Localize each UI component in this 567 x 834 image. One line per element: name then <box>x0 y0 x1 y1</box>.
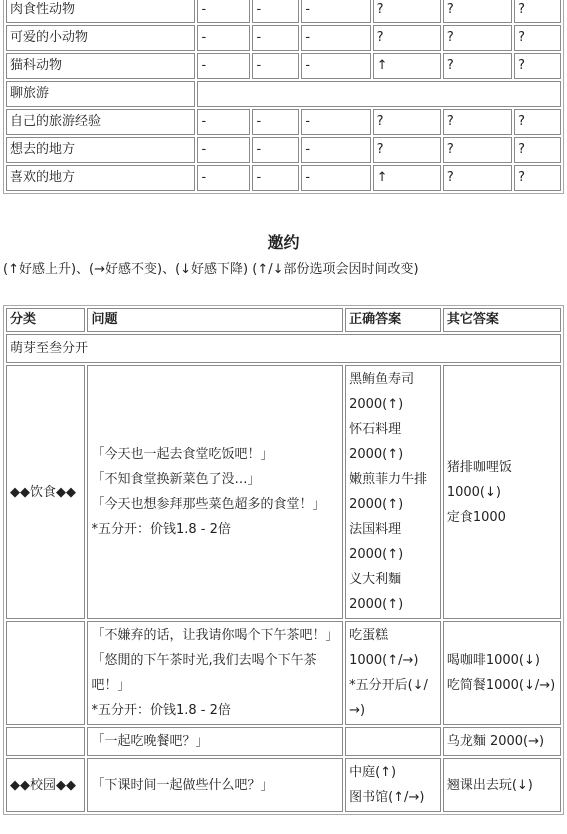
topic-label: 猫科动物 <box>6 53 195 79</box>
question-line: 「悠閒的下午茶时光,我们去喝个下午茶吧！」 <box>91 653 317 693</box>
section-title: 邀约 <box>267 233 300 252</box>
affinity-cell: - <box>301 165 370 191</box>
correct-answer-line: 嫩煎菲力牛排2000(↑) <box>349 472 428 512</box>
affinity-cell: - <box>197 137 250 163</box>
question-cell <box>87 365 343 619</box>
affinity-cell: ? <box>443 53 512 79</box>
section-legend: (↑好感上升)、(→好感不变)、(↓好感下降) (↑/↓部份选项会因时间改变) <box>3 262 419 277</box>
topic-label: 喜欢的地方 <box>6 165 195 191</box>
affinity-cell: - <box>197 109 250 135</box>
affinity-cell: ? <box>514 53 561 79</box>
category-cell: ◆◆饮食◆◆ <box>6 365 85 619</box>
topic-label: 可爱的小动物 <box>6 25 195 51</box>
other-answer-cell <box>443 621 561 725</box>
other-answer-cell <box>443 365 561 619</box>
topic-label: 想去的地方 <box>6 137 195 163</box>
affinity-cell: - <box>197 165 250 191</box>
question-line: 「今天也想参拜那些菜色超多的食堂！」 <box>91 497 326 512</box>
affinity-cell: - <box>301 137 370 163</box>
correct-answer-line: *五分开后(↓/→) <box>349 678 428 718</box>
correct-answer-cell <box>345 758 441 812</box>
group-row <box>6 334 561 363</box>
other-answer-line: 喝咖啡1000(↓) <box>446 653 540 668</box>
other-answer-line: 猪排咖哩饭1000(↓) <box>446 459 512 500</box>
invitation-row <box>6 758 561 812</box>
topic-row <box>6 25 561 51</box>
question-line: 「下课时间一起做些什么吧？」 <box>91 777 274 793</box>
group-label: 萌芽至叁分开 <box>6 334 561 363</box>
invitation-row <box>6 727 561 756</box>
question-line: *五分开：价钱1.8 - 2倍 <box>91 522 231 537</box>
affinity-cell: - <box>301 109 370 135</box>
affinity-cell: ? <box>443 165 512 191</box>
affinity-cell: - <box>197 25 250 51</box>
other-answer-cell <box>443 758 561 812</box>
affinity-cell: - <box>252 25 299 51</box>
topic-row <box>6 109 561 135</box>
other-answer-cell <box>443 727 561 756</box>
topic-row <box>6 165 561 191</box>
category-cell <box>6 727 85 756</box>
correct-answer-line: 义大利麵2000(↑) <box>349 572 404 612</box>
topic-row <box>6 137 561 163</box>
affinity-cell: - <box>252 53 299 79</box>
correct-answer-line: 法国料理2000(↑) <box>349 522 404 562</box>
question-cell <box>87 621 343 725</box>
affinity-cell: ? <box>514 0 561 23</box>
question-cell <box>87 727 343 756</box>
correct-answer-cell <box>345 727 441 756</box>
affinity-cell: ? <box>514 109 561 135</box>
affinity-cell: ? <box>514 25 561 51</box>
correct-answer-line: 图书馆(↑/→) <box>349 790 425 805</box>
other-answer-line: 定食1000 <box>446 509 506 525</box>
correct-answer-cell <box>345 621 441 725</box>
question-cell <box>87 758 343 812</box>
correct-answer-line: 中庭(↑) <box>349 765 397 780</box>
affinity-cell: - <box>252 165 299 191</box>
topic-row <box>6 53 561 79</box>
affinity-cell: ↑ <box>373 53 441 79</box>
affinity-cell: ? <box>514 165 561 191</box>
correct-answer-cell <box>345 365 441 619</box>
correct-answer-line: 怀石料理2000(↑) <box>349 422 404 462</box>
topic-label: 聊旅游 <box>6 81 195 107</box>
affinity-cell: - <box>301 25 370 51</box>
header-question: 问题 <box>87 308 343 332</box>
header-correct-answer: 正确答案 <box>345 308 441 332</box>
question-line: 「不嫌弃的话，让我请你喝个下午茶吧！」 <box>91 628 339 643</box>
affinity-cell: ? <box>373 137 441 163</box>
affinity-cell: - <box>197 53 250 79</box>
topic-empty-cell <box>197 81 561 107</box>
topic-label: 自己的旅游经验 <box>6 109 195 135</box>
affinity-cell: ? <box>443 109 512 135</box>
invitation-row <box>6 621 561 725</box>
affinity-cell: - <box>197 0 250 23</box>
affinity-cell: ? <box>514 137 561 163</box>
correct-answer-line: 吃蛋糕1000(↑/→) <box>349 628 419 668</box>
other-answer-line: 翘课出去玩(↓) <box>446 777 533 793</box>
header-other-answer: 其它答案 <box>443 308 561 332</box>
other-answer-line: 乌龙麵 2000(→) <box>446 734 545 749</box>
question-line: 「不知食堂换新菜色了没…」 <box>91 472 261 487</box>
other-answer-line: 吃简餐1000(↓/→) <box>446 678 556 693</box>
invitation-row <box>6 365 561 619</box>
header-category: 分类 <box>6 308 85 332</box>
topic-row <box>6 81 561 107</box>
affinity-topic-table <box>3 0 564 194</box>
affinity-cell: ? <box>443 137 512 163</box>
affinity-cell: - <box>252 0 299 23</box>
topic-label: 肉食性动物 <box>6 0 195 23</box>
category-cell: ◆◆校园◆◆ <box>6 758 85 812</box>
question-line: 「一起吃晚餐吧？」 <box>91 734 209 749</box>
affinity-cell: - <box>301 0 370 23</box>
invitation-table <box>3 305 564 815</box>
question-line: 「今天也一起去食堂吃饭吧！」 <box>91 447 274 462</box>
affinity-cell: - <box>252 109 299 135</box>
affinity-cell: ? <box>373 109 441 135</box>
affinity-cell: - <box>252 137 299 163</box>
invitation-header-row <box>6 308 561 332</box>
affinity-cell: - <box>301 53 370 79</box>
affinity-cell: ? <box>443 0 512 23</box>
topic-row <box>6 0 561 23</box>
affinity-cell: ↑ <box>373 165 441 191</box>
affinity-cell: ? <box>373 0 441 23</box>
correct-answer-line: 黑鲔鱼寿司2000(↑) <box>349 372 415 412</box>
affinity-cell: ? <box>373 25 441 51</box>
affinity-cell: ? <box>443 25 512 51</box>
question-line: *五分开：价钱1.8 - 2倍 <box>91 703 231 718</box>
category-cell <box>6 621 85 725</box>
